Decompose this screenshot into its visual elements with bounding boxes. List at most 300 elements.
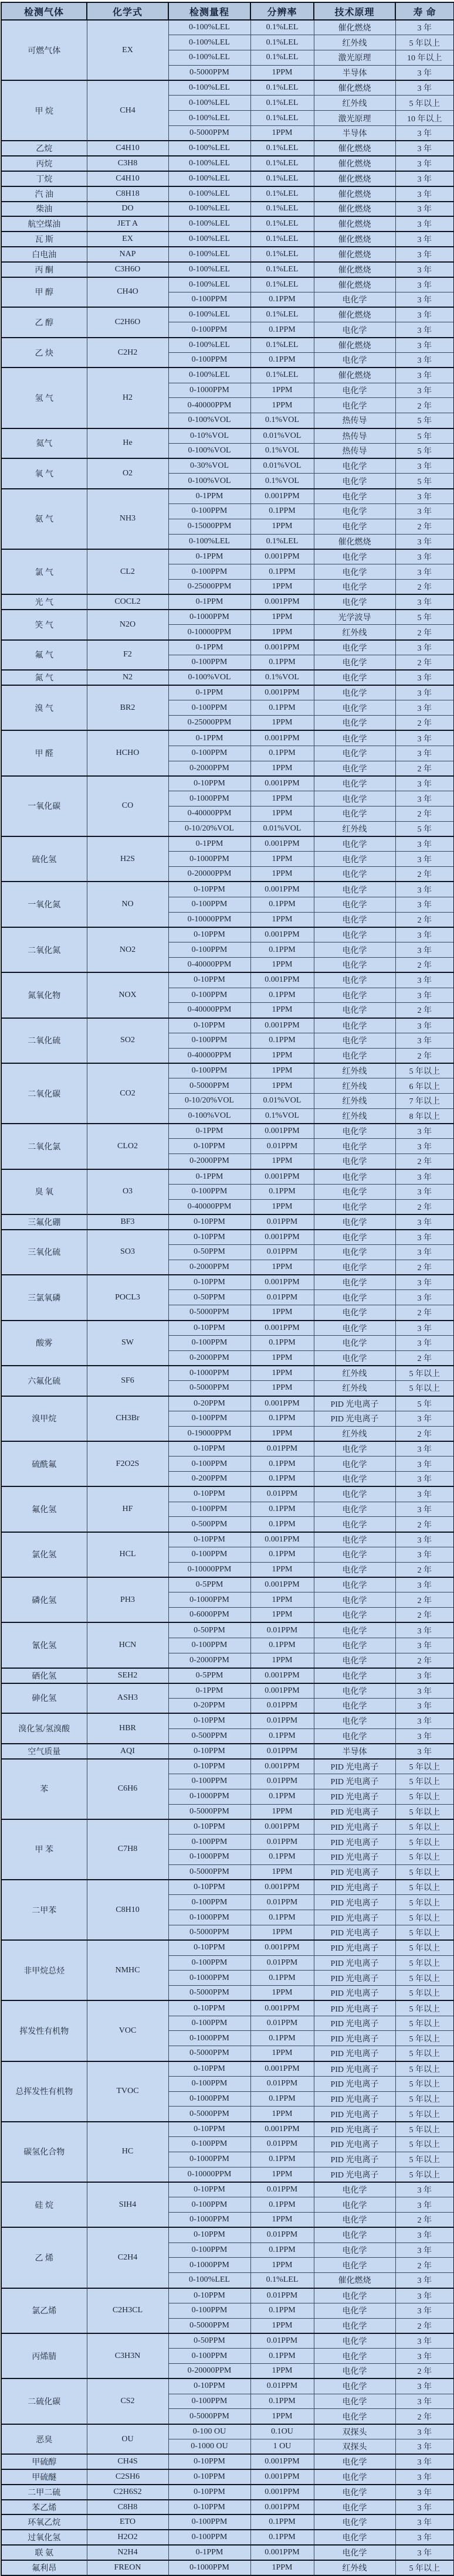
lifespan-cell: 2 年 [395,957,454,972]
resolution-cell: 0.01%VOL [250,428,314,444]
principle-cell: 红外线 [314,1366,395,1381]
lifespan-cell: 3 年 [395,927,454,942]
range-cell: 0-10/20%VOL [168,821,250,836]
gas-row [1,141,454,156]
lifespan-cell: 3 年 [395,1018,454,1033]
resolution-cell: 1PPM [250,1366,314,1381]
range-cell: 0-10PPM [168,1759,250,1774]
formula-cell: FREON [87,2560,168,2575]
gas-row [1,367,454,383]
principle-cell: 电化学 [314,670,395,685]
range-cell: 0-5000PPM [168,1804,250,1819]
range-cell: 0-2000PPM [168,1653,250,1668]
gas-row [1,2500,454,2515]
formula-cell: TVOC [87,2061,168,2122]
principle-cell: 电化学 [314,1486,395,1502]
gas-row [1,2333,454,2349]
range-cell: 0-10PPM [168,882,250,897]
principle-cell: 电化学 [314,2182,395,2197]
range-cell: 0-1000PPM [168,1849,250,1864]
principle-cell: PID 光电离子 [314,1864,395,1880]
range-cell: 0-10PPM [168,1819,250,1835]
resolution-cell: 0.1%LEL [250,186,314,202]
lifespan-cell: 3 年 [395,2394,454,2409]
principle-cell: 电化学 [314,2514,395,2530]
principle-cell: 电化学 [314,1532,395,1547]
formula-cell: CH3Br [87,1396,168,1441]
gas-name-cell: 氧 气 [1,458,87,489]
range-cell: 0-10PPM [168,2122,250,2137]
range-cell: 0-100%LEL [168,96,250,111]
gas-name-cell: 氦气 [1,428,87,459]
formula-cell: He [87,428,168,459]
gas-name-cell: 一氧化碳 [1,776,87,836]
range-cell: 0-10PPM [168,1018,250,1033]
resolution-cell: 1PPM [250,1864,314,1880]
lifespan-cell: 5 年以上 [395,1910,454,1925]
resolution-cell: 0.1PPM [250,942,314,958]
range-cell: 0-100%LEL [168,50,250,66]
principle-cell: PID 光电离子 [314,2137,395,2152]
lifespan-cell: 3 年 [395,383,454,398]
range-cell: 0-100PPM [168,1638,250,1653]
range-cell: 0-100%LEL [168,202,250,217]
range-cell: 0-1000PPM [168,2560,250,2575]
range-cell: 0-100%VOL [168,1108,250,1124]
formula-cell: DO [87,202,168,217]
lifespan-cell: 5 年以上 [395,1880,454,1895]
gas-name-cell: 磷化氢 [1,1577,87,1622]
lifespan-cell: 3 年 [395,171,454,186]
principle-cell: 红外线 [314,96,395,111]
principle-cell: 电化学 [314,1502,395,1517]
gas-name-cell: 丁烷 [1,171,87,186]
principle-cell: 电化学 [314,2333,395,2349]
lifespan-cell: 5 年以上 [395,1925,454,1940]
resolution-cell: 0.01%VOL [250,1094,314,1109]
formula-cell: JET A [87,216,168,232]
gas-name-cell: 甲 苯 [1,1819,87,1880]
lifespan-cell: 3 年 [395,897,454,912]
lifespan-cell: 3 年 [395,1441,454,1457]
resolution-cell: 0.1PPM [250,1411,314,1426]
principle-cell: 电化学 [314,322,395,338]
lifespan-cell: 3 年 [395,2545,454,2560]
formula-cell: SO3 [87,1230,168,1275]
gas-name-cell: 可燃气体 [1,20,87,80]
resolution-cell: 1PPM [250,867,314,882]
resolution-cell: 0.1PPM [250,746,314,761]
resolution-cell: 0.1%LEL [250,202,314,217]
gas-row [1,156,454,171]
lifespan-cell: 2 年 [395,1154,454,1169]
lifespan-cell: 2 年 [395,2364,454,2379]
resolution-cell: 1PPM [250,1925,314,1940]
lifespan-cell: 2 年 [395,912,454,927]
lifespan-cell: 2 年 [395,761,454,776]
gas-row [1,338,454,353]
formula-cell: F2 [87,640,168,671]
gas-name-cell: 空气质量 [1,1744,87,1759]
gas-row [1,428,454,444]
range-cell: 0-1000 OU [168,2439,250,2455]
formula-cell: SW [87,1321,168,1366]
range-cell: 0-10PPM [168,1321,250,1336]
range-cell: 0-1PPM [168,594,250,610]
gas-name-cell: 氟 气 [1,640,87,671]
range-cell: 0-100PPM [168,2303,250,2318]
formula-cell: CO [87,776,168,836]
range-cell: 0-2000PPM [168,761,250,776]
resolution-cell: 1PPM [250,383,314,398]
lifespan-cell: 5 年以上 [395,35,454,50]
formula-cell: CS2 [87,2378,168,2424]
principle-cell: 电化学 [314,2500,395,2515]
gas-row [1,2530,454,2545]
gas-row [1,2182,454,2197]
resolution-cell: 0.1%LEL [250,232,314,247]
range-cell: 0-100%LEL [168,141,250,156]
principle-cell: 电化学 [314,2409,395,2424]
range-cell: 0-10PPM [168,2182,250,2197]
gas-row [1,1169,454,1185]
principle-cell: PID 光电离子 [314,2061,395,2077]
principle-cell: PID 光电离子 [314,1819,395,1835]
gas-name-cell: 航空煤油 [1,216,87,232]
gas-name-cell: 非甲烷总烃 [1,1940,87,2000]
gas-name-cell: 苯 [1,1759,87,1819]
gas-row [1,2227,454,2242]
range-cell: 0-100PPM [168,1457,250,1472]
principle-cell: 电化学 [314,353,395,368]
range-cell: 0-1PPM [168,836,250,852]
principle-cell: 电化学 [314,2394,395,2409]
resolution-cell: 1PPM [250,126,314,141]
range-cell: 0-10PPM [168,776,250,791]
gas-row [1,1713,454,1728]
range-cell: 0-100%LEL [168,338,250,353]
resolution-cell: 1PPM [250,1986,314,2001]
lifespan-cell: 3 年 [395,1668,454,1683]
principle-cell: 电化学 [314,2454,395,2469]
gas-row [1,1819,454,1835]
resolution-cell: 0.01PPM [250,2288,314,2303]
principle-cell: PID 光电离子 [314,1910,395,1925]
formula-cell: NMHC [87,1940,168,2000]
principle-cell: 电化学 [314,1622,395,1638]
range-cell: 0-1000PPM [168,2213,250,2228]
principle-cell: 电化学 [314,912,395,927]
principle-cell: PID 光电离子 [314,1955,395,1971]
resolution-cell: 0.01PPM [250,1486,314,1502]
principle-cell: 红外线 [314,1063,395,1078]
lifespan-cell: 3 年 [395,1744,454,1759]
range-cell: 0-5PPM [168,1577,250,1592]
range-cell: 0-100%VOL [168,413,250,428]
gas-row [1,2424,454,2439]
lifespan-cell: 3 年 [395,504,454,519]
lifespan-cell: 5 年以上 [395,2031,454,2046]
lifespan-cell: 3 年 [395,2333,454,2349]
resolution-cell: 1PPM [250,1381,314,1396]
formula-cell: SIH4 [87,2182,168,2227]
range-cell: 0-2000PPM [168,1350,250,1366]
lifespan-cell: 5 年以上 [395,2016,454,2031]
range-cell: 0-10PPM [168,2454,250,2469]
principle-cell: 电化学 [314,458,395,474]
range-cell: 0-100PPM [168,2076,250,2091]
lifespan-cell: 3 年 [395,2500,454,2515]
principle-cell: 电化学 [314,730,395,746]
resolution-cell: 1PPM [250,1804,314,1819]
principle-cell: 电化学 [314,579,395,594]
resolution-cell: 0.01PPM [250,1774,314,1789]
resolution-cell: 0.1%LEL [250,2273,314,2288]
formula-cell: C2SH6 [87,2469,168,2485]
lifespan-cell: 3 年 [395,670,454,685]
lifespan-cell: 2 年 [395,1260,454,1275]
principle-cell: PID 光电离子 [314,1895,395,1910]
range-cell: 0-100PPM [168,942,250,958]
resolution-cell: 0.001PPM [250,927,314,942]
formula-cell: C3H6O [87,262,168,277]
gas-row [1,1622,454,1638]
gas-row [1,836,454,852]
range-cell: 0-100PPM [168,2137,250,2152]
resolution-cell: 0.1%LEL [250,111,314,126]
resolution-cell: 0.1PPM [250,1728,314,1744]
resolution-cell: 0.1PPM [250,504,314,519]
range-cell: 0-40000PPM [168,1003,250,1018]
gas-name-cell: 乙 醇 [1,307,87,338]
principle-cell: 电化学 [314,2349,395,2364]
principle-cell: 电化学 [314,1230,395,1245]
lifespan-cell: 5 年 [395,428,454,444]
range-cell: 0-100PPM [168,1033,250,1048]
range-cell: 0-100 OU [168,2424,250,2439]
lifespan-cell: 5 年以上 [395,1819,454,1835]
range-cell: 0-10000PPM [168,1562,250,1577]
resolution-cell: 0.1PPM [250,655,314,670]
resolution-cell: 0.01PPM [250,1441,314,1457]
principle-cell: PID 光电离子 [314,1880,395,1895]
principle-cell: 电化学 [314,1457,395,1472]
header-row [1,2,454,20]
gas-row [1,882,454,897]
formula-cell: CH4 [87,80,168,141]
resolution-cell: 1PPM [250,2560,314,2575]
resolution-cell: 0.01PPM [250,1744,314,1759]
range-cell: 0-1000PPM [168,1789,250,1804]
range-cell: 0-100PPM [168,1835,250,1850]
formula-cell: EX [87,20,168,80]
table-header [1,2,454,20]
gas-row [1,1940,454,1955]
resolution-cell: 1PPM [250,1562,314,1577]
gas-name-cell: 苯乙烯 [1,2500,87,2515]
principle-cell: 电化学 [314,1321,395,1336]
formula-cell: H2O2 [87,2530,168,2545]
gas-name-cell: 六氟化硫 [1,1366,87,1396]
lifespan-cell: 3 年 [395,1728,454,1744]
resolution-cell: 1PPM [250,610,314,625]
resolution-cell: 0.001PPM [250,730,314,746]
range-cell: 0-40000PPM [168,1199,250,1214]
lifespan-cell: 5 年以上 [395,2122,454,2137]
principle-cell: 电化学 [314,1169,395,1185]
range-cell: 0-10PPM [168,2378,250,2394]
lifespan-cell: 5 年以上 [395,1835,454,1850]
resolution-cell: 1PPM [250,716,314,731]
lifespan-cell: 7 年以上 [395,1094,454,1109]
lifespan-cell: 10 年以上 [395,50,454,66]
resolution-cell: 0.1PPM [250,1638,314,1653]
lifespan-cell: 5 年以上 [395,1940,454,1955]
lifespan-cell: 5 年以上 [395,1986,454,2001]
range-cell: 0-100PPM [168,2394,250,2409]
formula-cell: C3H8 [87,156,168,171]
range-cell: 0-100PPM [168,2530,250,2545]
resolution-cell: 1PPM [250,806,314,821]
principle-cell: 电化学 [314,1305,395,1321]
principle-cell: 电化学 [314,1441,395,1457]
resolution-cell: 1PPM [250,519,314,534]
lifespan-cell: 2 年 [395,1592,454,1608]
gas-row [1,1275,454,1290]
principle-cell: PID 光电离子 [314,1835,395,1850]
resolution-cell: 0.001PPM [250,1321,314,1336]
principle-cell: 电化学 [314,685,395,700]
range-cell: 0-100%LEL [168,534,250,549]
formula-cell: CLO2 [87,1124,168,1169]
lifespan-cell: 3 年 [395,202,454,217]
lifespan-cell: 3 年 [395,80,454,96]
lifespan-cell: 5 年以上 [395,2046,454,2061]
principle-cell: PID 光电离子 [314,1849,395,1864]
principle-cell: 红外线 [314,35,395,50]
principle-cell: PID 光电离子 [314,2076,395,2091]
formula-cell: C2H4 [87,2227,168,2288]
formula-cell: C2H3CL [87,2288,168,2333]
resolution-cell: 0.001PPM [250,1759,314,1774]
resolution-cell: 0.01PPM [250,1622,314,1638]
resolution-cell: 1PPM [250,2107,314,2122]
principle-cell: 电化学 [314,640,395,655]
lifespan-cell: 8 年以上 [395,1108,454,1124]
range-cell: 0-5000PPM [168,2046,250,2061]
gas-name-cell: 丙 酮 [1,262,87,277]
range-cell: 0-5000PPM [168,65,250,80]
lifespan-cell: 3 年 [395,1577,454,1592]
lifespan-cell: 3 年 [395,1214,454,1230]
resolution-cell: 0.1PPM [250,1971,314,1986]
principle-cell: PID 光电离子 [314,1774,395,1789]
range-cell: 0-10000PPM [168,625,250,640]
lifespan-cell: 3 年 [395,2378,454,2394]
lifespan-cell: 2 年 [395,2409,454,2424]
resolution-cell: 0.1PPM [250,700,314,716]
lifespan-cell: 3 年 [395,1321,454,1336]
lifespan-cell: 5 年 [395,1396,454,1411]
principle-cell: PID 光电离子 [314,2167,395,2182]
gas-row [1,1063,454,1078]
range-cell: 0-100%LEL [168,156,250,171]
col-header-formula: 化学式 [87,2,168,20]
range-cell: 0-50PPM [168,1245,250,1260]
lifespan-cell: 3 年 [395,216,454,232]
principle-cell: PID 光电离子 [314,2091,395,2107]
resolution-cell: 0.01PPM [250,2227,314,2242]
resolution-cell: 0.001PPM [250,2500,314,2515]
range-cell: 0-100%LEL [168,35,250,50]
lifespan-cell: 2 年 [395,655,454,670]
principle-cell: 电化学 [314,655,395,670]
range-cell: 0-20PPM [168,1698,250,1713]
gas-row [1,2469,454,2485]
formula-cell: N2O [87,610,168,640]
resolution-cell: 0.1%LEL [250,80,314,96]
lifespan-cell: 2 年 [395,806,454,821]
range-cell: 0-100%VOL [168,474,250,489]
lifespan-cell: 5 年以上 [395,1381,454,1396]
range-cell: 0-40000PPM [168,398,250,413]
lifespan-cell: 3 年 [395,1486,454,1502]
lifespan-cell: 3 年 [395,836,454,852]
range-cell: 0-5000PPM [168,1078,250,1094]
resolution-cell: 1PPM [250,1653,314,1668]
lifespan-cell: 3 年 [395,262,454,277]
range-cell: 0-1000PPM [168,1910,250,1925]
gas-row [1,307,454,322]
gas-name-cell: 二氧化氮 [1,927,87,972]
range-cell: 0-1000PPM [168,1366,250,1381]
range-cell: 0-1000PPM [168,791,250,807]
resolution-cell: 1PPM [250,1608,314,1623]
resolution-cell: 0.001PPM [250,549,314,564]
resolution-cell: 0.01PPM [250,2333,314,2349]
lifespan-cell: 5 年以上 [395,1864,454,1880]
range-cell: 0-10PPM [168,927,250,942]
range-cell: 0-10PPM [168,2000,250,2016]
gas-row [1,2514,454,2530]
gas-row [1,489,454,504]
gas-name-cell: 甲硫醚 [1,2469,87,2485]
resolution-cell: 0.1PPM [250,2349,314,2364]
principle-cell: 电化学 [314,2288,395,2303]
principle-cell: PID 光电离子 [314,1396,395,1411]
lifespan-cell: 3 年 [395,1335,454,1350]
lifespan-cell: 3 年 [395,156,454,171]
col-header-resolution: 分辨率 [250,2,314,20]
resolution-cell: 0.1PPM [250,292,314,307]
range-cell: 0-5PPM [168,1668,250,1683]
principle-cell: 催化燃烧 [314,277,395,292]
gas-name-cell: 甲 醇 [1,277,87,308]
gas-name-cell: 白电油 [1,247,87,262]
gas-name-cell: 三氧化硫 [1,1230,87,1275]
range-cell: 0-100PPM [168,897,250,912]
lifespan-cell: 2 年 [395,1350,454,1366]
principle-cell: 电化学 [314,852,395,867]
lifespan-cell: 5 年 [395,610,454,625]
resolution-cell: 0.01%VOL [250,458,314,474]
lifespan-cell: 5 年以上 [395,2091,454,2107]
principle-cell: 电化学 [314,489,395,504]
principle-cell: 电化学 [314,806,395,821]
lifespan-cell: 2 年 [395,519,454,534]
range-cell: 0-40000PPM [168,1048,250,1063]
range-cell: 0-5000PPM [168,126,250,141]
